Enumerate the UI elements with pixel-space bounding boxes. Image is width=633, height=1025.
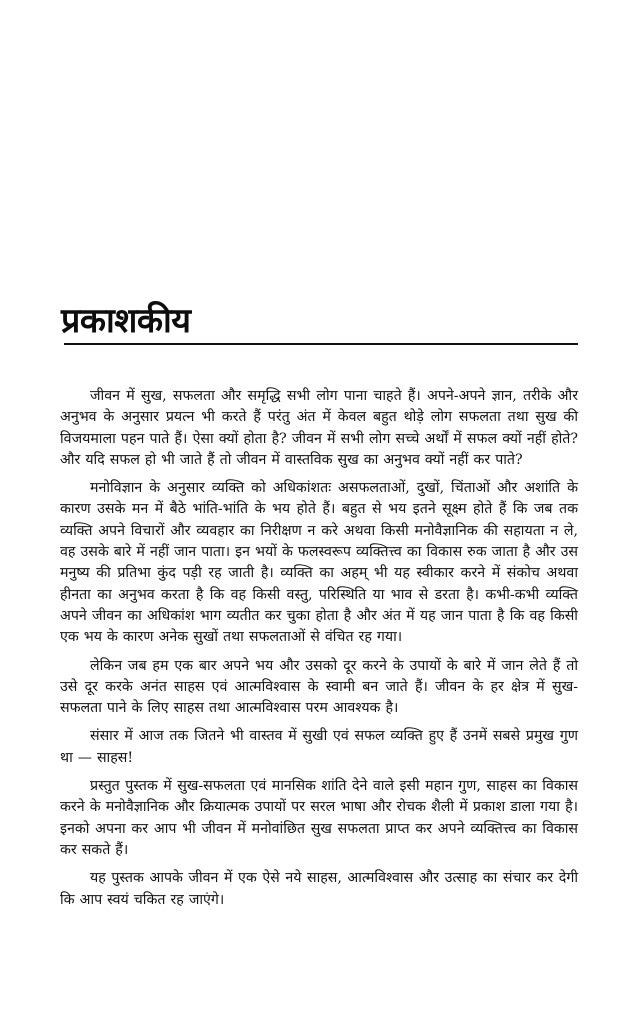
paragraph-5: प्रस्तुत पुस्तक में सुख-सफलता एवं मानसिक शांति देने वाले इसी महान गुण, साहस का विकास करने के मनोवैज्ञानिक और क्रियात्मक उपायों पर सरल भाषा और रोचक शैली में प्रकाश डाला गया है। इनको अपना कर आप भी जीवन में मनोवांछित सुख सफलता प्राप्त कर अपने व्यक्तित्त्व का विकास कर सकते हैं।: [60, 778, 578, 858]
title-underline-rule: [64, 343, 578, 345]
paragraph-4: संसार में आज तक जितने भी वास्तव में सुखी एवं सफल व्यक्ति हुए हैं उनमें सबसे प्रमुख गुण था — साहस!: [60, 728, 578, 766]
page-title: प्रकाशकीय: [61, 301, 191, 341]
paragraph-1: जीवन में सुख, सफलता और समृद्धि सभी लोग पाना चाहते हैं। अपने-अपने ज्ञान, तरीके और अनुभव के अनुसार प्रयत्न भी करते हैं परंतु अंत में केवल बहुत थोड़े लोग सफलता तथा सुख की विजयमाला पहन पाते हैं। ऐसा क्यों होता है? जीवन में सभी लोग सच्चे अर्थों में सफल क्यों नहीं होते? और यदि सफल हो भी जाते हैं तो जीवन में वास्तविक सुख का अनुभव क्यों नहीं कर पाते?: [60, 388, 578, 468]
paragraph-3: लेकिन जब हम एक बार अपने भय और उसको दूर करने के उपायों के बारे में जान लेते हैं तो उसे दूर करके अनंत साहस एवं आत्मविश्वास के स्वामी बन जाते हैं। जीवन के हर क्षेत्र में सुख-सफलता पाने के लिए साहस तथा आत्मविश्वास परम आवश्यक है।: [60, 657, 578, 717]
paragraph-6: यह पुस्तक आपके जीवन में एक ऐसे नये साहस, आत्मविश्वास और उत्साह का संचार कर देगी कि आप स्वयं चकित रह जाएंगे।: [60, 870, 578, 908]
paragraph-2: मनोविज्ञान के अनुसार व्यक्ति को अधिकांशतः असफलताओं, दुखों, चिंताओं और अशांति के कारण उसके मन में बैठे भांति-भांति के भय होते हैं। बहुत से भय इतने सूक्ष्म होते हैं कि जब तक व्यक्ति अपने विचारों और व्यवहार का निरीक्षण न करे अथवा किसी मनोवैज्ञानिक की सहायता न ले, वह उसके बारे में नहीं जान पाता। इन भयों के फलस्वरूप व्यक्तित्त्व का विकास रुक जाता है और उस मनुष्य की प्रतिभा कुंद पड़ी रह जाती है। व्यक्ति का अहम् भी यह स्वीकार करने में संकोच अथवा हीनता का अनुभव करता है कि वह किसी वस्तु, परिस्थिति या भाव से डरता है। कभी-कभी व्यक्ति अपने जीवन का अधिकांश भाग व्यतीत कर चुका होता है और अंत में यह जान पाता है कि वह किसी एक भय के कारण अनेक सुखों तथा सफलताओं से वंचित रह गया।: [60, 480, 578, 646]
body-text: [60, 386, 578, 918]
